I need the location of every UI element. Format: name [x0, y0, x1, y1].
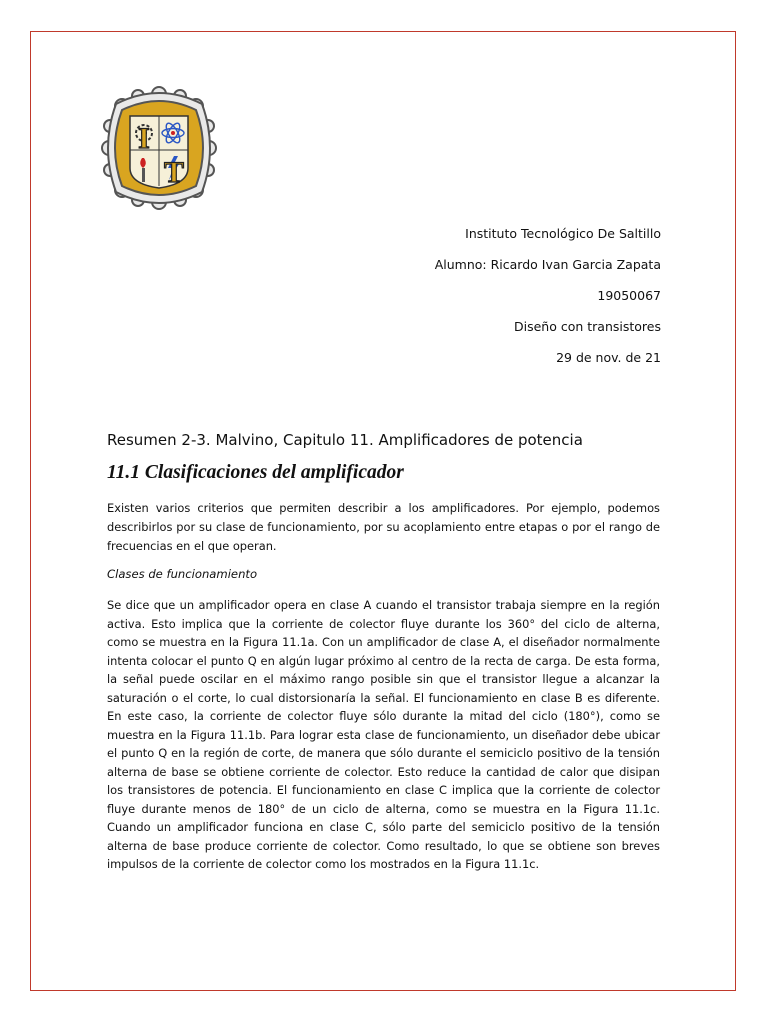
document-subtitle: Resumen 2-3. Malvino, Capitulo 11. Amplificadores de potencia — [107, 431, 583, 449]
student-id: 19050067 — [597, 288, 661, 303]
body-paragraph: Se dice que un amplificador opera en clase A cuando el transistor trabaja siempre en la región activa. Esto implica que la corriente de colector fluye durante los 360° del ciclo de alterna, como se muestra en la Figura 11.1a. Con un amplificador de clase A, el diseñador normalmente intenta colocar el punto Q en algún lugar próximo al centro de la recta de carga. De esta forma, la señal puede oscilar en el máximo rango posible sin que el transistor llegue a alcanzar la saturación o el corte, lo cual distorsionaría la señal. El funcionamiento en clase B es diferente. En este caso, la corriente de colector fluye sólo durante la mitad del ciclo (180°), como se muestra en la Figura 11.1b. Para lograr esta clase de funcionamiento, un diseñador debe ubicar el punto Q en la región de corte, de manera que sólo durante el semiciclo positivo de la tensión alterna de base se obtiene corriente de colector. Esto reduce la cantidad de calor que disipan los transistores de potencia. El funcionamiento en clase C implica que la corriente de colector fluye durante menos de 180° de un ciclo de alterna, como se muestra en la Figura 11.1c. Cuando un amplificador funciona en clase C, sólo parte del semiciclo positivo de la tensión alterna de base produce corriente de colector. Como resultado, lo que se obtiene son breves impulsos de la corriente de colector como los mostrados en la Figura 11.1c. — [107, 598, 660, 871]
student-name: Alumno: Ricardo Ivan Garcia Zapata — [434, 257, 661, 272]
section-title: 11.1 Clasificaciones del amplificador — [107, 462, 404, 483]
intro-paragraph: Existen varios criterios que permiten describir a los amplificadores. Por ejemplo, podemos describirlos por su clase de funcionamiento, por su acoplamiento entre etapas o por el rango de frecuencias en el que operan. — [107, 501, 660, 553]
sub-heading: Clases de funcionamiento — [107, 567, 258, 581]
document-date: 29 de nov. de 21 — [556, 350, 661, 365]
institute-name: Instituto Tecnológico De Saltillo — [465, 226, 661, 241]
svg-text:I: I — [138, 122, 150, 155]
svg-text:T: T — [163, 156, 185, 189]
course-name: Diseño con transistores — [514, 319, 661, 334]
institute-seal-logo — [100, 84, 218, 212]
document-header — [435, 218, 661, 373]
